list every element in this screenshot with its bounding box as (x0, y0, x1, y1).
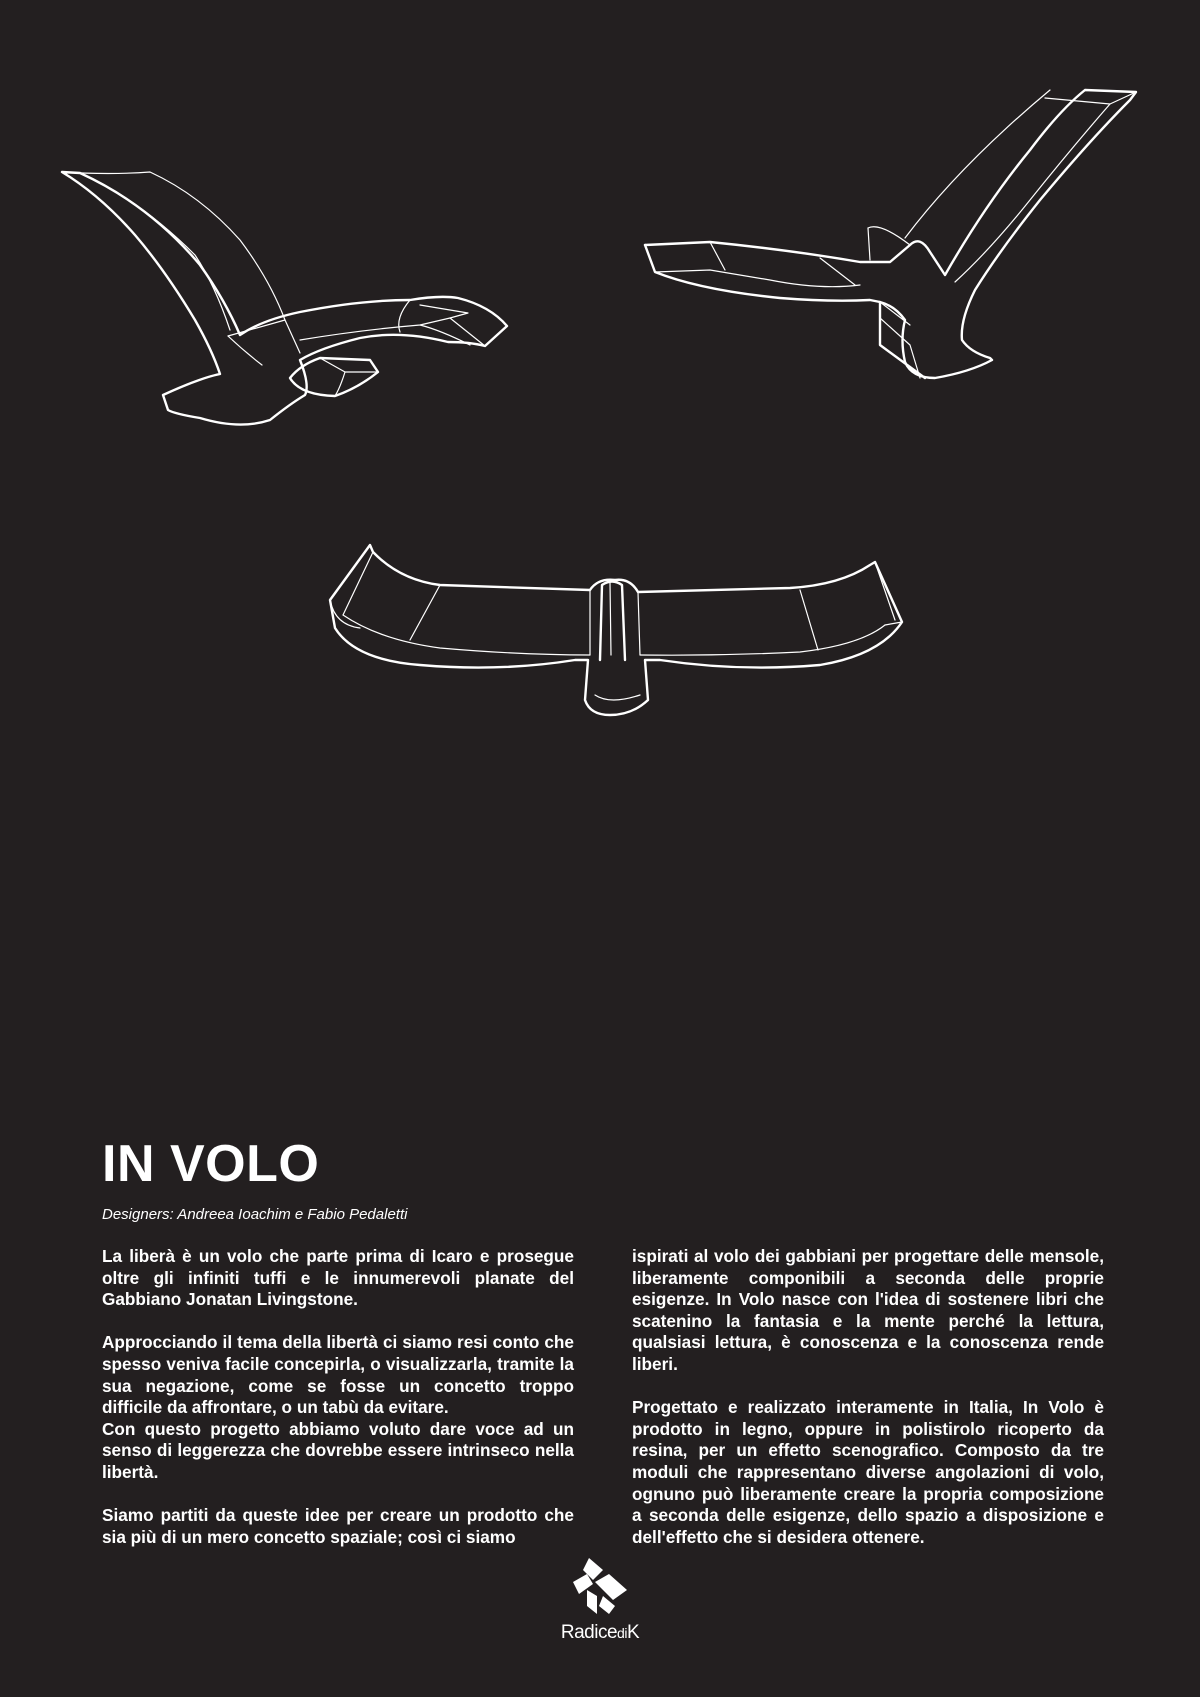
page-title: IN VOLO (102, 1135, 320, 1193)
paragraph: Con questo progetto abbiamo voluto dare voce ad un senso di leggerezza che dovrebbe essere intrinseco nella libertà. (102, 1418, 574, 1482)
seagull-shelf-left (62, 172, 507, 425)
text-column-right (632, 1246, 1104, 1548)
logo-wordmark-di: di (617, 1625, 627, 1641)
paragraph: Progettato e realizzato interamente in Italia, In Volo è prodotto in legno, oppure in polistirolo ricoperto da resina, per un effetto scenografico. Composto da tre moduli che rappresentano diverse angolazioni di volo, ognuno può liberamente creare la propria composizione a seconda delle esigenze, dello spazio a disposizione e dell'effetto che si desidera ottenere. (632, 1397, 1104, 1547)
shelf-modules-illustration (0, 0, 1200, 760)
text-column-left (102, 1246, 574, 1548)
seagull-shelf-right (645, 90, 1136, 378)
radicedik-logo-mark-icon (569, 1556, 631, 1616)
logo-wordmark-main: Radice (560, 1622, 618, 1643)
logo-wordmark (540, 1622, 660, 1644)
paragraph: ispirati al volo dei gabbiani per progettare delle mensole, liberamente componibili a seconda delle proprie esigenze. In Volo nasce con l'idea di sostenere libri che scatenino la fantasia e la mente perché la lettura, qualsiasi lettura, è conoscenza e la conoscenza rende liberi. (632, 1246, 1104, 1374)
paragraph: La liberà è un volo che parte prima di Icaro e prosegue oltre gli infiniti tuffi e le innumerevoli planate del Gabbiano Jonatan Livingstone. (102, 1246, 574, 1310)
paragraph: Approcciando il tema della libertà ci siamo resi conto che spesso veniva facile concepirla, o visualizzarla, tramite la sua negazione, come se fosse un concetto troppo difficile da affrontare, o un tabù da evitare. (102, 1332, 574, 1418)
paragraph: Siamo partiti da queste idee per creare un prodotto che sia più di un mero concetto spaziale; così ci siamo (102, 1505, 574, 1547)
radicedik-logo (540, 1556, 660, 1646)
seagull-shelf-center (330, 545, 902, 715)
designers-credit: Designers: Andreea Ioachim e Fabio Pedaletti (102, 1206, 408, 1223)
logo-wordmark-k: K (626, 1622, 640, 1643)
